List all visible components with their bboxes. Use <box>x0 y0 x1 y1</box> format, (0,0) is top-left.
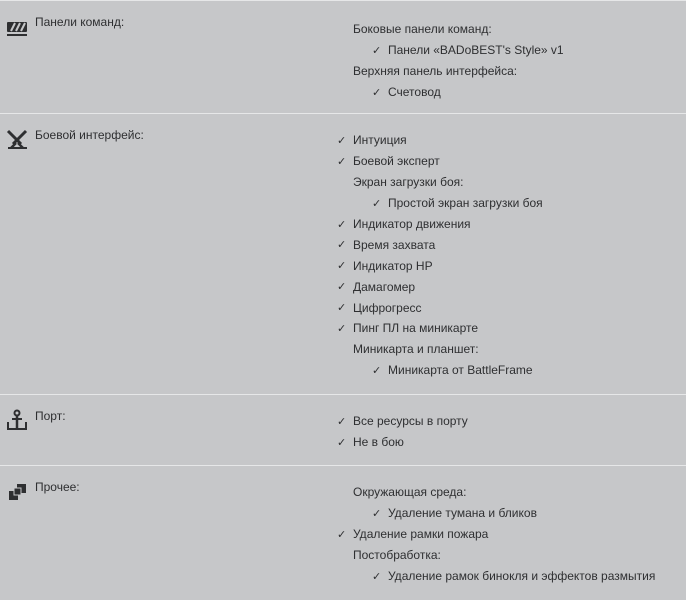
list-item: ✓ Удаление рамки пожара <box>337 527 489 542</box>
list-item: Постобработка: <box>353 548 441 563</box>
check-icon: ✓ <box>372 197 382 210</box>
list-item: Миникарта и планшет: <box>353 342 479 357</box>
section-battle-interface <box>0 113 686 394</box>
list-item: ✓ Индикатор движения <box>337 217 471 231</box>
category-header <box>6 128 144 150</box>
list-item: ✓ Боевой эксперт <box>337 154 440 169</box>
check-icon: ✓ <box>337 436 347 449</box>
list-item: Окружающая среда: <box>353 485 467 500</box>
list-item: ✓ Панели «BADoBEST's Style» v1 <box>372 43 564 58</box>
category-header <box>6 409 66 431</box>
list-item: ✓ Дамагомер <box>337 279 416 294</box>
list-item: ✓ Удаление тумана и бликов <box>372 506 537 521</box>
list-item: ✓ Интуиция <box>337 133 407 148</box>
check-icon: ✓ <box>372 86 382 99</box>
check-icon: ✓ <box>337 260 347 273</box>
item-list <box>337 19 564 103</box>
list-item: ✓ Все ресурсы в порту <box>337 414 468 429</box>
category-title: Боевой интерфейс: <box>35 128 144 142</box>
category-header <box>6 480 80 502</box>
list-item: ✓ Пинг ПЛ на миникарте <box>337 321 479 336</box>
category-title: Порт: <box>35 409 66 423</box>
list-item: ✓ Не в бою <box>337 435 404 450</box>
check-icon: ✓ <box>337 134 347 147</box>
category-title: Прочее: <box>35 480 80 494</box>
list-item: ✓ Индикатор HP <box>337 258 433 273</box>
check-icon: ✓ <box>337 322 347 335</box>
check-icon: ✓ <box>337 415 347 428</box>
section-command-panels <box>0 0 686 113</box>
list-item: Верхняя панель интерфейса: <box>353 64 518 79</box>
item-list <box>337 130 543 381</box>
category-title: Панели команд: <box>35 15 125 29</box>
item-list <box>337 411 468 453</box>
section-port <box>0 394 686 465</box>
item-list <box>337 482 655 586</box>
section-other <box>0 465 686 600</box>
check-icon: ✓ <box>372 364 382 377</box>
list-item: Боковые панели команд: <box>353 22 492 37</box>
list-item: ✓ Миникарта от BattleFrame <box>372 363 533 378</box>
check-icon: ✓ <box>372 570 382 583</box>
check-icon: ✓ <box>337 239 347 252</box>
list-item: ✓ Цифрогресс <box>337 300 422 315</box>
list-item: ✓ Время захвата <box>337 237 436 252</box>
check-icon: ✓ <box>337 302 347 315</box>
list-item: ✓ Счетовод <box>372 85 441 100</box>
check-icon: ✓ <box>372 44 382 57</box>
command-panels-icon <box>6 15 28 37</box>
list-item: Экран загрузки боя: <box>353 175 464 190</box>
check-icon: ✓ <box>337 155 347 168</box>
list-item: ✓ Простой экран загрузки боя <box>372 196 543 211</box>
category-header <box>6 15 124 37</box>
check-icon: ✓ <box>337 281 347 294</box>
crossed-swords-icon <box>6 128 28 150</box>
check-icon: ✓ <box>337 528 347 541</box>
check-icon: ✓ <box>372 507 382 520</box>
check-icon: ✓ <box>337 218 347 231</box>
misc-blocks-icon <box>6 480 28 502</box>
list-item: ✓ Удаление рамок бинокля и эффектов размытия <box>372 569 656 583</box>
anchor-icon <box>6 409 28 431</box>
